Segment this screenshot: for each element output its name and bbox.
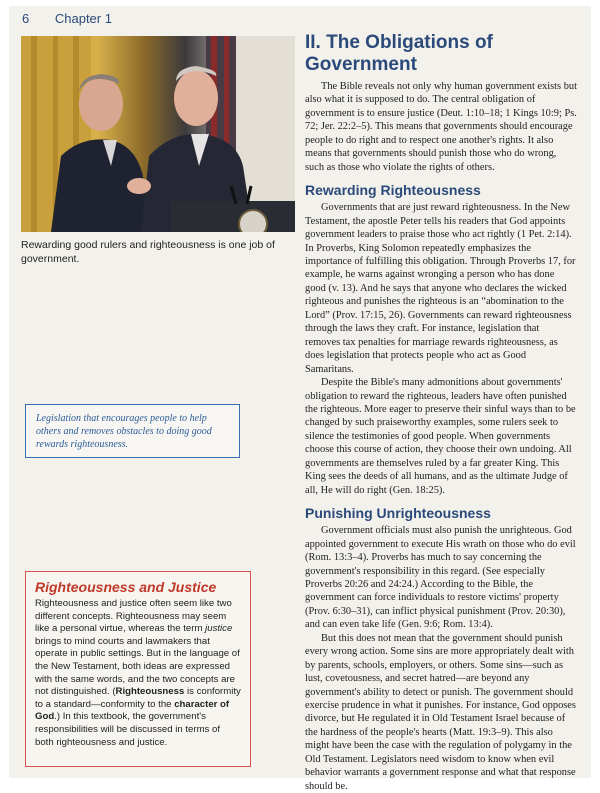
subheading-punishing: Punishing Unrighteousness	[305, 505, 491, 522]
textbook-page	[9, 6, 591, 792]
rewarding-paragraph-1: Governments that are just reward righteousness. In the New Testament, the apostle Peter tells his readers that God appoints government leaders to praise those who act rightly (1 Pet. 2:14). In Proverbs, King Solomon repeatedly emphasizes the importance of fulfilling this obligation. Through Proverbs 17, for example, he warns against wronging a person who has done good (v. 13). And he says that anyone who declares the wicked righteous and punishes the righteous is an “abomination to the Lord” (Prov. 17:15, 26). Governments can reward righteousness through the laws they craft. For instance, legislation that removes tax penalties for marriage rewards righteousness, as does legislation that protects people who act as Good Samaritans.	[305, 202, 576, 375]
punishing-paragraph-2: But this does not mean that the government should punish every wrong action. Some sins are more appropriately dealt with by parents, schools, employers, or others. Some sins—such as lust, covetousness, and secret hatred—are beyond any government's ability to detect or punish. The government should exercise prudence in what it punishes. For instance, God opposes divorce, but He regulated it in Old Testament Israel because of the hardness of the people's hearts (Matt. 19:3–9). This also might have been the case with the regulation of polygamy in the Old Testament. Legislators need wisdom to know when evil behavior warrants a government response and what that response should be.	[305, 632, 576, 792]
main-column	[305, 32, 577, 793]
sidebar-text: Righteousness and justice often seem like two different concepts. Righteousness may seem like a personal virtue, whereas the term justice brings to mind courts and lawmakers that operate in public settings. But in the language of the New Testament, both ideas are expressed with the same words, and the two concepts are not distinguished. (Righteousness is conformity to a standard—conformity to the character of God.) In this textbook, the government's responsibilities will be discussed in terms of both righteousness and justice.	[35, 598, 241, 748]
subheading-rewarding: Rewarding Righteousness	[305, 182, 481, 199]
punishing-paragraph-1: Government officials must also punish the unrighteous. God appointed government to execute His wrath on those who do evil (Rom. 13:3–4). Proverbs has much to say concerning the government's responsibility in this regard. (See especially Proverbs 20:26 and 24:24.) According to the Bible, the government can force individuals to restore victims' property (Prov. 6:30–31), can inflict physical punishment (Prov. 20:30), and can even take life (Gen. 9:6; Rom. 13:4).	[305, 525, 576, 631]
photo-caption: Rewarding good rulers and righteousness is one job of government.	[21, 239, 275, 265]
section-title: II. The Obligations of Government	[305, 32, 493, 75]
intro-paragraph: The Bible reveals not only why human government exists but also what it is supposed to do. The central obligation of government is to ensure justice (Deut. 1:10–18; 1 Kings 10:9; Ps. 72; Jer. 22:2–5). This means that governments should encourage people to do right and to respect one another's rights. It also means that governments should punish those who do wrong, such as those who violate the rights of others.	[305, 81, 577, 173]
ceremony-photo	[21, 36, 295, 232]
photo-illustration	[21, 36, 295, 232]
rewarding-paragraph-2: Despite the Bible's many admonitions about governments' obligation to reward the righteous, leaders have often punished the righteous. More eager to preserve their sinful ways than to be changed by such praiseworthy examples, some rulers seek to silence the testimonies of good people. When governments choose this course of action, they choose their own undoing. All governments are themselves ruled by a far greater King. This King sees the deeds of all humans, and as the ultimate Judge of all, He will do right (Gen. 18:25).	[305, 377, 576, 496]
sidebar-title: Righteousness and Justice	[35, 579, 217, 595]
page-number: 6	[22, 11, 30, 26]
pull-quote: Legislation that encourages people to help others and removes obstacles to doing good rewards righteousness.	[25, 404, 240, 458]
chapter-label: Chapter 1	[54, 11, 112, 26]
sidebar-box	[25, 571, 251, 767]
running-header	[22, 11, 112, 26]
